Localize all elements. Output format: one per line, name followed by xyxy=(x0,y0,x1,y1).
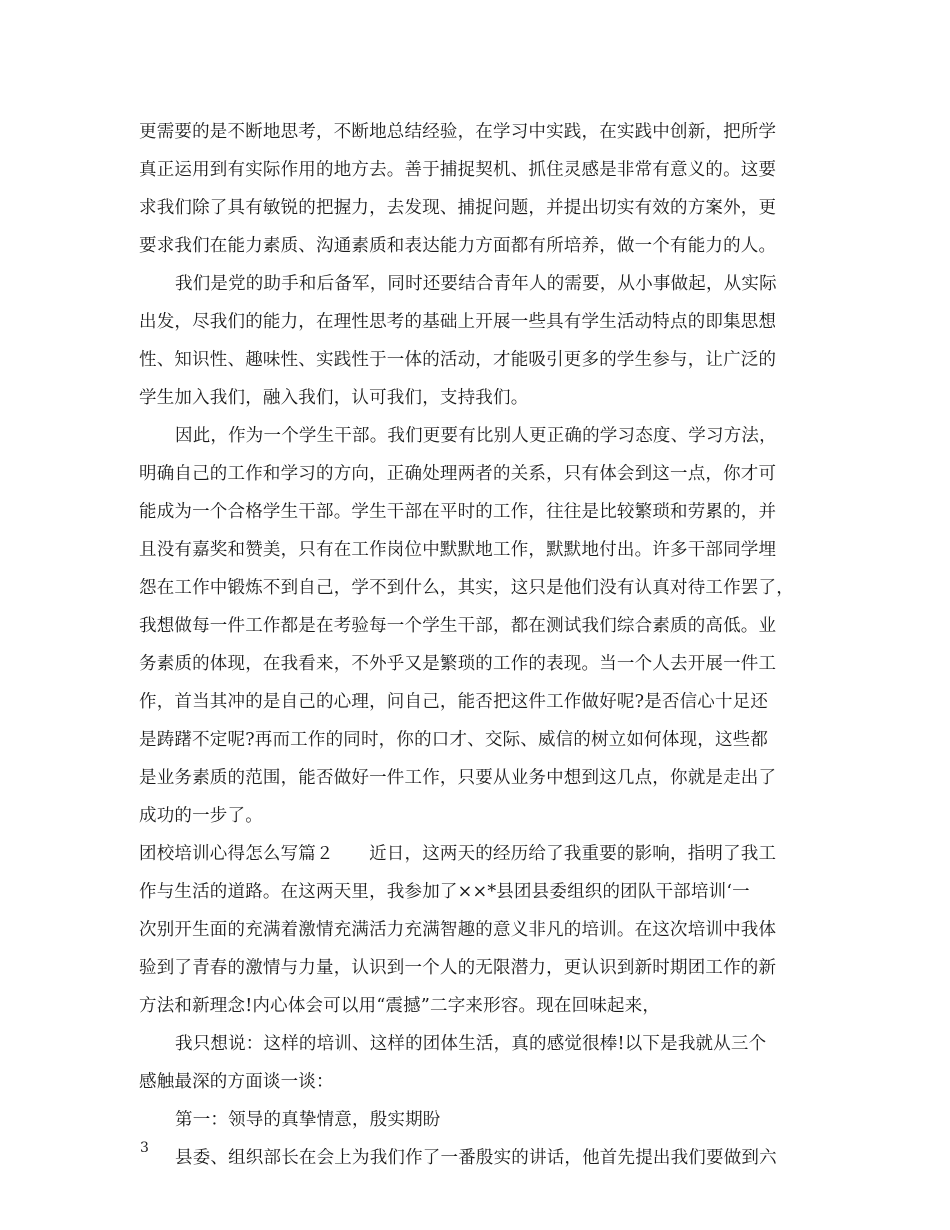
text-line: 能成为一个合格学生干部。学生干部在平时的工作，往往是比较繁琐和劳累的，并 xyxy=(139,502,777,522)
text-line: 县委、组织部长在会上为我们作了一番殷实的讲话，他首先提出我们要做到六 xyxy=(175,1148,777,1168)
text-line: 因此，作为一个学生干部。我们更要有比别人更正确的学习态度、学习方法， xyxy=(175,426,777,446)
text-line: 怨在工作中锻炼不到自己，学不到什么，其实，这只是他们没有认真对待工作罢了， xyxy=(139,578,794,598)
text-line: 真正运用到有实际作用的地方去。善于捕捉契机、抓住灵感是非常有意义的。这要 xyxy=(139,160,777,180)
text-line: 我只想说：这样的培训、这样的团体生活，真的感觉很棒!以下是我就从三个 xyxy=(175,1034,767,1054)
text-line: 作与生活的道路。在这两天里，我参加了××*县团县委组织的团队干部培训‘一 xyxy=(139,882,750,902)
text-line: 求我们除了具有敏锐的把握力，去发现、捕捉问题，并提出切实有效的方案外，更 xyxy=(139,198,777,218)
text-line: 我想做每一件工作都是在考验每一个学生干部，都在测试我们综合素质的高低。业 xyxy=(139,616,777,636)
text-line: 是踌躇不定呢?再而工作的同时，你的口才、交际、威信的树立如何体现，这些都 xyxy=(139,730,769,750)
text-line: 出发，尽我们的能力，在理性思考的基础上开展一些具有学生活动特点的即集思想 xyxy=(139,312,777,332)
text-line: 务素质的体现，在我看来，不外乎又是繁琐的工作的表现。当一个人去开展一件工 xyxy=(139,654,777,674)
text-line: 成功的一步了。 xyxy=(139,806,263,826)
text-line: 学生加入我们，融入我们，认可我们，支持我们。 xyxy=(139,388,529,408)
text-line: 作，首当其冲的是自己的心理，问自己，能否把这件工作做好呢?是否信心十足还 xyxy=(139,692,769,712)
text-line: 我们是党的助手和后备军，同时还要结合青年人的需要，从小事做起，从实际 xyxy=(175,274,777,294)
text-line: 性、知识性、趣味性、实践性于一体的活动，才能吸引更多的学生参与，让广泛的 xyxy=(139,350,777,370)
text-line: 方法和新理念!内心体会可以用“震撼”二字来形容。现在回味起来， xyxy=(139,996,661,1016)
text-line: 验到了青春的激情与力量，认识到一个人的无限潜力，更认识到新时期团工作的新 xyxy=(139,958,777,978)
text-line: 次别开生面的充满着激情充满活力充满智趣的意义非凡的培训。在这次培训中我体 xyxy=(139,920,777,940)
text-line: 更需要的是不断地思考，不断地总结经验，在学习中实践，在实践中创新，把所学 xyxy=(139,122,777,142)
text-line: 要求我们在能力素质、沟通素质和表达能力方面都有所培养，做一个有能力的人。 xyxy=(139,236,777,256)
text-line: 感触最深的方面谈一谈： xyxy=(139,1072,334,1092)
text-line: 团校培训心得怎么写篇２ 近日，这两天的经历给了我重要的影响，指明了我工 xyxy=(139,844,777,864)
text-line: 且没有嘉奖和赞美，只有在工作岗位中默默地工作，默默地付出。许多干部同学埋 xyxy=(139,540,777,560)
text-line: 明确自己的工作和学习的方向，正确处理两者的关系，只有体会到这一点，你才可 xyxy=(139,464,777,484)
text-line: 第一：领导的真挚情意，殷实期盼 xyxy=(175,1110,441,1130)
document-body xyxy=(139,113,819,1177)
page-number: 3 xyxy=(140,1140,149,1156)
text-line: 是业务素质的范围，能否做好一件工作，只要从业务中想到这几点，你就是走出了 xyxy=(139,768,777,788)
